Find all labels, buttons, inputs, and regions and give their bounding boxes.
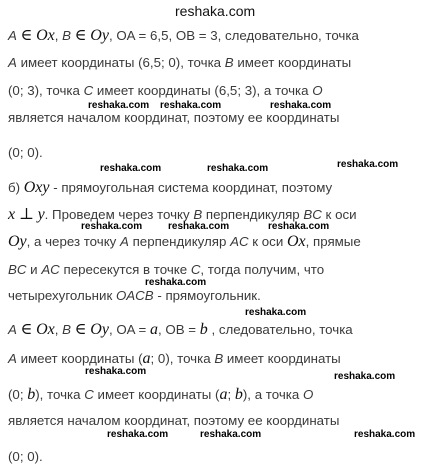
- text-run: ), а точка: [242, 387, 303, 402]
- math-token: C: [190, 262, 201, 277]
- site-watermark: reshaka.com: [107, 429, 169, 440]
- text-run: к оси: [248, 234, 287, 249]
- math-token: ∈: [20, 321, 33, 338]
- text-line: [8, 180, 332, 196]
- site-watermark: reshaka.com: [100, 163, 162, 174]
- math-token: A: [8, 28, 17, 43]
- text-line: [8, 28, 359, 44]
- math-token: a: [149, 321, 158, 338]
- text-run: , OA = 6,5, OB = 3, следовательно, точка: [108, 28, 359, 43]
- text-run: перпендикуляр: [202, 207, 304, 222]
- text-line: [8, 322, 353, 338]
- text-line: [8, 414, 339, 427]
- text-run: ; 0), точка: [150, 351, 215, 366]
- math-token: x: [8, 206, 16, 223]
- text-line: [8, 289, 261, 302]
- math-token: b: [234, 386, 243, 403]
- math-token: OACB: [115, 288, 154, 303]
- text-run: имеет координаты (: [93, 387, 220, 402]
- site-watermark: reshaka.com: [207, 163, 269, 174]
- math-token: B: [62, 28, 72, 43]
- math-token: O: [302, 387, 314, 402]
- text-run: ,: [54, 28, 63, 43]
- math-token: Ox: [36, 27, 55, 44]
- math-token: Oy: [90, 321, 109, 338]
- math-token: A: [8, 322, 17, 337]
- math-token: AC: [41, 262, 60, 277]
- text-run: перпендикуляр: [128, 234, 231, 249]
- text-line: [8, 111, 339, 124]
- math-token: O: [312, 83, 323, 98]
- math-token: Oy: [90, 27, 109, 44]
- math-token: ∈: [20, 27, 33, 44]
- math-token: a: [142, 350, 151, 367]
- text-run: - прямоугольник.: [153, 288, 261, 303]
- site-watermark-top: reshaka.com: [175, 3, 256, 19]
- math-token: A: [8, 55, 17, 70]
- math-token: B: [193, 207, 203, 222]
- math-token: BC: [8, 262, 27, 277]
- math-token: BC: [303, 207, 322, 222]
- text-run: , следовательно, точка: [207, 322, 353, 337]
- math-token: B: [62, 322, 72, 337]
- math-token: Ox: [36, 321, 55, 338]
- text-line: [8, 56, 351, 69]
- text-run: является началом координат, поэтому ее координаты: [8, 110, 340, 125]
- text-run: ), точка: [35, 387, 85, 402]
- text-run: пересекутся в точке: [59, 262, 191, 277]
- site-watermark: reshaka.com: [334, 371, 396, 382]
- text-run: , тогда получим, что: [200, 262, 325, 277]
- math-token: A: [120, 234, 129, 249]
- math-token: Oy: [8, 233, 27, 250]
- site-watermark: reshaka.com: [200, 429, 262, 440]
- math-token: Oxy: [23, 179, 50, 196]
- site-watermark: reshaka.com: [337, 159, 399, 170]
- site-watermark: reshaka.com: [85, 366, 147, 377]
- text-run: б): [8, 180, 24, 195]
- text-run: имеет координаты (6,5; 3), а точка: [93, 83, 313, 98]
- site-watermark: reshaka.com: [270, 100, 332, 111]
- math-token: ∈: [74, 27, 87, 44]
- text-run: (0; 3), точка: [8, 83, 84, 98]
- site-watermark: reshaka.com: [88, 100, 150, 111]
- text-run: имеет координаты (: [16, 351, 143, 366]
- site-watermark: reshaka.com: [160, 100, 222, 111]
- math-token: A: [8, 351, 17, 366]
- math-token: b: [27, 386, 36, 403]
- text-run: четырехугольник: [8, 288, 116, 303]
- text-run: , а через точку: [26, 234, 121, 249]
- math-token: C: [84, 387, 94, 402]
- math-token: C: [83, 83, 94, 98]
- text-line: [8, 351, 341, 367]
- text-run: имеет координаты: [223, 351, 341, 366]
- math-token: AC: [230, 234, 249, 249]
- text-run: к оси: [321, 207, 357, 222]
- text-run: , прямые: [305, 234, 361, 249]
- text-run: ,: [54, 322, 63, 337]
- math-token: b: [199, 321, 208, 338]
- site-watermark: reshaka.com: [268, 221, 330, 232]
- text-run: . Проведем через точку: [44, 207, 194, 222]
- site-watermark: reshaka.com: [354, 429, 416, 440]
- text-line: [8, 387, 313, 403]
- text-run: , OB =: [157, 322, 200, 337]
- text-run: (0; 0).: [8, 449, 43, 464]
- text-line: [8, 263, 324, 276]
- math-token: a: [219, 386, 228, 403]
- text-run: (0; 0).: [8, 145, 43, 160]
- text-run: и: [26, 262, 42, 277]
- math-token: y: [37, 206, 45, 223]
- text-line: [8, 234, 361, 250]
- text-run: ;: [227, 387, 235, 402]
- text-run: является началом координат, поэтому ее координаты: [8, 413, 340, 428]
- math-token: ⊥: [18, 206, 34, 223]
- text-run: - прямоугольная система координат, поэтому: [49, 180, 333, 195]
- site-watermark: reshaka.com: [245, 307, 307, 318]
- site-watermark: reshaka.com: [168, 221, 230, 232]
- math-token: Ox: [286, 233, 306, 250]
- math-token: B: [224, 55, 234, 70]
- site-watermark: reshaka.com: [81, 221, 143, 232]
- math-token: ∈: [74, 321, 87, 338]
- text-run: имеет координаты: [233, 55, 352, 70]
- text-line: [8, 146, 43, 159]
- text-line: [8, 450, 43, 463]
- site-watermark: reshaka.com: [145, 277, 207, 288]
- text-run: имеет координаты (6,5; 0), точка: [16, 55, 225, 70]
- text-run: , OA =: [108, 322, 150, 337]
- text-line: [8, 84, 323, 97]
- text-run: (0;: [8, 387, 28, 402]
- math-token: B: [214, 351, 224, 366]
